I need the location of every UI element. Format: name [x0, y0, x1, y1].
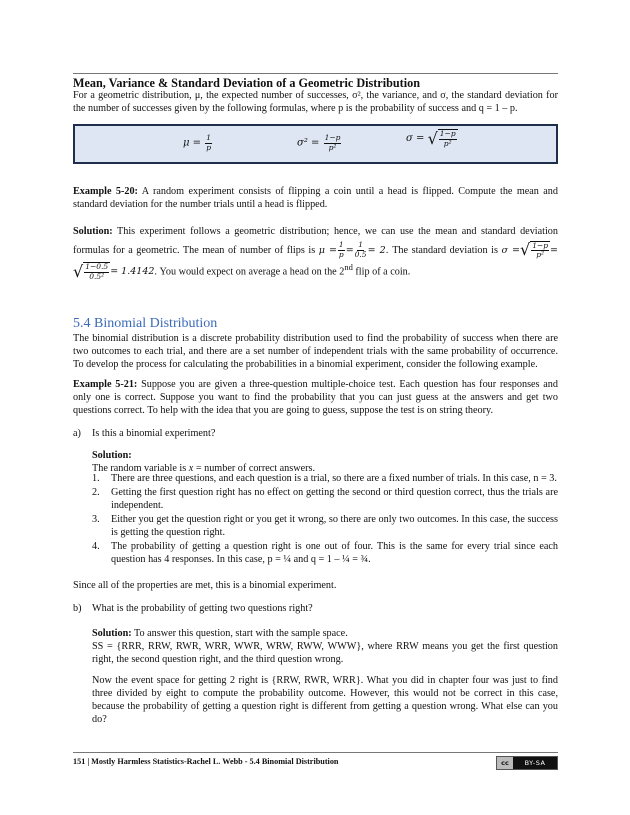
- example-5-20-solution: [73, 223, 558, 281]
- variance-lhs: σ² =: [297, 137, 320, 149]
- list-item-number: 4.: [92, 541, 100, 553]
- variance-fraction: [324, 134, 342, 152]
- mean-num: 1: [206, 133, 212, 142]
- sd-calc-sqrt1: √ $\frac{1-p}{\text{p²}}$: [519, 240, 549, 260]
- list-item: [92, 513, 558, 539]
- mean-calc-frac1-den: p: [338, 249, 344, 259]
- ordinal-suffix: nd: [344, 261, 353, 272]
- mean-den: p: [206, 142, 212, 152]
- mean-fraction: [205, 134, 212, 152]
- mean-formula: [183, 134, 213, 152]
- example-5-20: [73, 185, 558, 211]
- list-item: [92, 486, 558, 512]
- sd-fraction: [439, 130, 457, 148]
- list-item-number: 2.: [92, 487, 100, 499]
- part-a-rv-pre: The random variable is: [92, 463, 189, 475]
- solution-text-1: This experiment follows a geometric distribution; hence, we can use the mean and standard deviation formulas for a geometric. The mean of number of flips is: [73, 226, 558, 256]
- sd-lhs: σ =: [406, 133, 425, 145]
- list-item-number: 3.: [92, 514, 100, 526]
- example-5-21-text: Suppose you are given a three-question multiple-choice test. Each question has four responses and only one is correct. Suppose you want to find the probability that you can just guess at the answers and get two questions correct. To help with the idea that you are going to guess, suppose the test is on string theory.: [73, 379, 558, 417]
- footer-text: 151 | Mostly Harmless Statistics-Rachel L. Webb - 5.4 Binomial Distribution: [73, 757, 339, 766]
- list-item-text: There are three questions, and each question is a trial, so there are a fixed number of trials. In this case, n = 3.: [111, 473, 557, 484]
- list-item: [92, 540, 558, 566]
- sd-num: 1−p: [439, 129, 456, 138]
- sd-calc-frac2-den: 0.5²: [89, 271, 105, 281]
- mean-calc: [318, 240, 389, 259]
- top-rule: [73, 73, 558, 74]
- part-b-label: b): [73, 603, 82, 614]
- sd-calc-frac2: [84, 263, 109, 281]
- sd-calc-sqrt2: √ $\frac{1-0.5}{\text{0.5²}}$: [73, 261, 109, 281]
- binomial-conclusion: Since all of the properties are met, this is a binomial experiment.: [73, 580, 337, 591]
- part-b-question: What is the probability of getting two questions right?: [92, 603, 313, 614]
- mean-lhs: μ =: [183, 137, 202, 149]
- part-b-solution-label: Solution:: [92, 628, 132, 639]
- properties-list: [92, 472, 558, 567]
- sd-formula: [406, 129, 458, 148]
- part-a-solution-label: Solution:: [92, 450, 132, 461]
- solution-text-3: . You would expect on average a head on the 2: [154, 266, 345, 278]
- part-b-solution-text: To answer this question, start with the sample space.: [131, 628, 348, 639]
- mean-calc-lhs: μ =: [318, 244, 337, 256]
- sd-calc-eq: =: [550, 244, 559, 256]
- example-5-21: [73, 378, 558, 417]
- mean-calc-frac1-num: 1: [338, 240, 344, 250]
- formula-box: [73, 124, 558, 164]
- mean-calc-result: = 2.: [367, 244, 389, 256]
- list-item: [92, 472, 558, 485]
- sd-calc-frac1: [531, 242, 549, 260]
- mean-calc-frac2-num: 1: [358, 240, 364, 250]
- part-a-label: a): [73, 428, 81, 439]
- section-heading: Mean, Variance & Standard Deviation of a Geometric Distribution: [73, 76, 420, 90]
- variance-num: 1−p: [324, 133, 341, 142]
- sd-calc-result: = 1.4142: [110, 266, 155, 278]
- binomial-heading: 5.4 Binomial Distribution: [73, 316, 218, 331]
- cc-license-badge[interactable]: [496, 756, 558, 770]
- binomial-intro: The binomial distribution is a discrete probability distribution used to find the probability of success when there are two outcomes to each trial, and there are a set number of independent trials with the same probability of occurrence. To develop the process for calculating the probabilities in a binomial experiment, consider the following example.: [73, 333, 558, 371]
- variance-den: p²: [328, 142, 337, 152]
- sd-calc-frac1-num: 1−p: [532, 240, 549, 250]
- geometric-intro: For a geometric distribution, μ, the expected number of successes, σ², the variance, and σ, the standard deviation for the number of successes given by the following formulas, where p is the probability of success and q = 1 – p.: [73, 90, 558, 115]
- mean-calc-eq: =: [345, 244, 354, 256]
- footer-rule: [73, 752, 558, 753]
- sd-calc-frac2-num: 1−0.5: [85, 262, 109, 272]
- sample-space: SS = {RRR, RRW, RWR, WRR, WWR, WRW, RWW, WWW}, where RRW means you get the first question right, the second question right, and the third question wrong.: [92, 641, 558, 666]
- example-5-21-label: Example 5-21:: [73, 379, 138, 390]
- solution-text-4: flip of a coin.: [352, 266, 411, 278]
- example-5-20-text: A random experiment consists of flipping a coin until a head is flipped. Compute the mean and standard deviation for the number trials until a head is flipped.: [73, 186, 558, 211]
- license-label: BY-SA: [524, 758, 546, 767]
- part-b-solution: [92, 627, 558, 666]
- part-a-question: Is this a binomial experiment?: [92, 428, 216, 439]
- sd-calc-frac1-den: p²: [536, 250, 545, 260]
- mean-calc-frac1: [338, 241, 345, 259]
- cc-icon: cc: [497, 757, 513, 769]
- sd-sqrt: √ $\frac{1-p}{\text{p²}}$: [427, 128, 456, 148]
- event-space: Now the event space for getting 2 right is {RRW, RWR, WRR}. What you did in chapter four was just to find three divided by eight to compute the probability outcome. However, this would not be correct in this case, because the probability of getting a question right is different from getting a question wrong. What else can you do?: [92, 675, 558, 726]
- list-item-text: Either you get the question right or you get it wrong, so there are only two outcomes. In this case, the success is getting the question right.: [111, 514, 558, 539]
- part-a-rv-post: = number of correct answers.: [193, 463, 316, 475]
- example-5-20-label: Example 5-20:: [73, 186, 138, 197]
- list-item-text: The probability of getting a question right is one out of four. This is the same for every trial since each question has 4 responses. In this case, p = ¼ and q = 1 – ¼ = ¾.: [111, 541, 558, 566]
- variance-formula: [297, 134, 342, 152]
- solution-text-2: The standard deviation is: [388, 244, 502, 256]
- sd-den: p²: [443, 138, 452, 148]
- mean-calc-frac2-den: 0.5: [354, 249, 367, 259]
- solution-label: Solution:: [73, 226, 113, 237]
- list-item-number: 1.: [92, 473, 100, 484]
- list-item-text: Getting the first question right has no effect on getting the second or third question correct, thus the trials are independent.: [111, 487, 558, 512]
- mean-calc-frac2: [355, 241, 367, 259]
- part-a-rv-var: x: [188, 463, 194, 475]
- sd-calc-lhs: σ =: [501, 244, 520, 256]
